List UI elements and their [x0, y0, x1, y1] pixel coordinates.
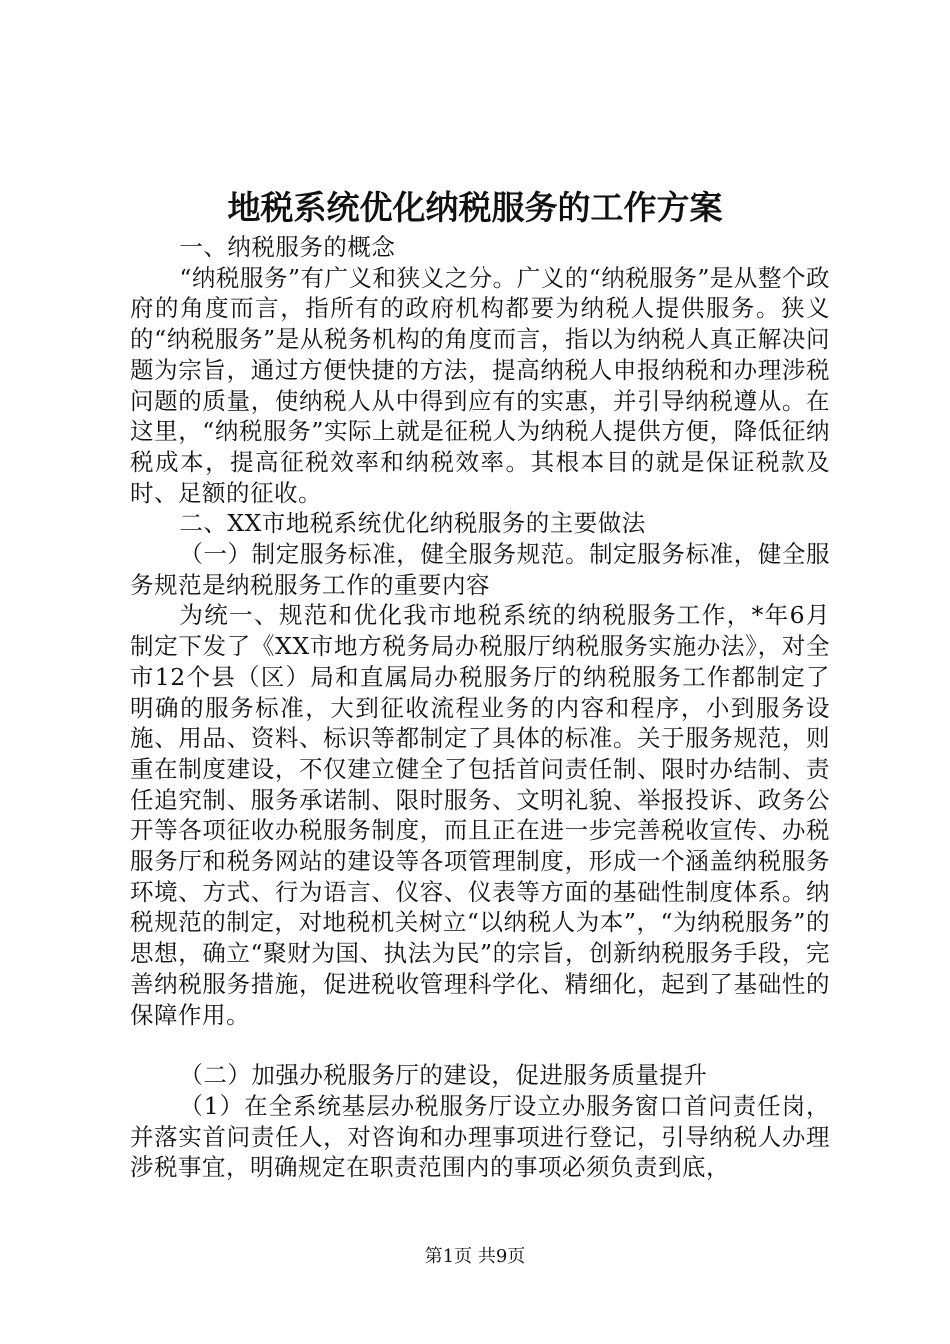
document-body	[130, 232, 830, 1183]
subsection-heading-2: （二）加强办税服务厅的建设，促进服务质量提升	[179, 1061, 708, 1090]
section-heading-2: 二、XX市地税系统优化纳税服务的主要做法	[179, 509, 646, 538]
section-heading-1: 一、纳税服务的概念	[179, 233, 396, 261]
paragraph-first-inquiry: （1）在全系统基层办税服务厅设立办服务窗口首问责任岗，并落实首问责任人，对咨询和办理事项进行登记，引导纳税人办理涉税事宜，明确规定在职责范围内的事项必须负责到底，	[130, 1091, 830, 1182]
paragraph-standards: 为统一、规范和优化我市地税系统的纳税服务工作，*年6月制定下发了《XX市地方税务局办税服厅纳税服务实施办法》，对全市12个县（区）局和直属局办税服务厅的纳税服务工作都制定了明确的服务标准，大到征收流程业务的内容和程序，小到服务设施、用品、资料、标识等都制定了具体的标准。关于服务规范，则重在制度建设，不仅建立健全了包括首问责任制、限时办结制、责任追究制、服务承诺制、限时服务、文明礼貌、举报投诉、政务公开等各项征收办税服务制度，而且正在进一步完善税收宣传、办税服务厅和税务网站的建设等各项管理制度，形成一个涵盖纳税服务环境、方式、行为语言、仪容、仪表等方面的基础性制度体系。纳税规范的制定，对地税机关树立“以纳税人为本”，“为纳税服务”的思想，确立“聚财为国、执法为民”的宗旨，创新纳税服务手段，完善纳税服务措施，促进税收管理科学化、精细化，起到了基础性的保障作用。	[130, 601, 830, 1029]
paragraph-concept: “纳税服务”有广义和狭义之分。广义的“纳税服务”是从整个政府的角度而言，指所有的政府机构都要为纳税人提供服务。狭义的“纳税服务”是从税务机构的角度而言，指以为纳税人真正解决问题为宗旨，通过方便快捷的方法，提高纳税人申报纳税和办理涉税问题的质量，使纳税人从中得到应有的实惠，并引导纳税遵从。在这里，“纳税服务”实际上就是征税人为纳税人提供方便，降低征纳税成本，提高征税效率和纳税效率。其根本目的就是保证税款及时、足额的征收。	[130, 263, 830, 507]
document-title: 地税系统优化纳税服务的工作方案	[227, 188, 723, 227]
page-number: 第1页 共9页	[424, 1246, 526, 1267]
subsection-heading-1: （一）制定服务标准，健全服务规范。制定服务标准，健全服务规范是纳税服务工作的重要内容	[130, 540, 830, 599]
